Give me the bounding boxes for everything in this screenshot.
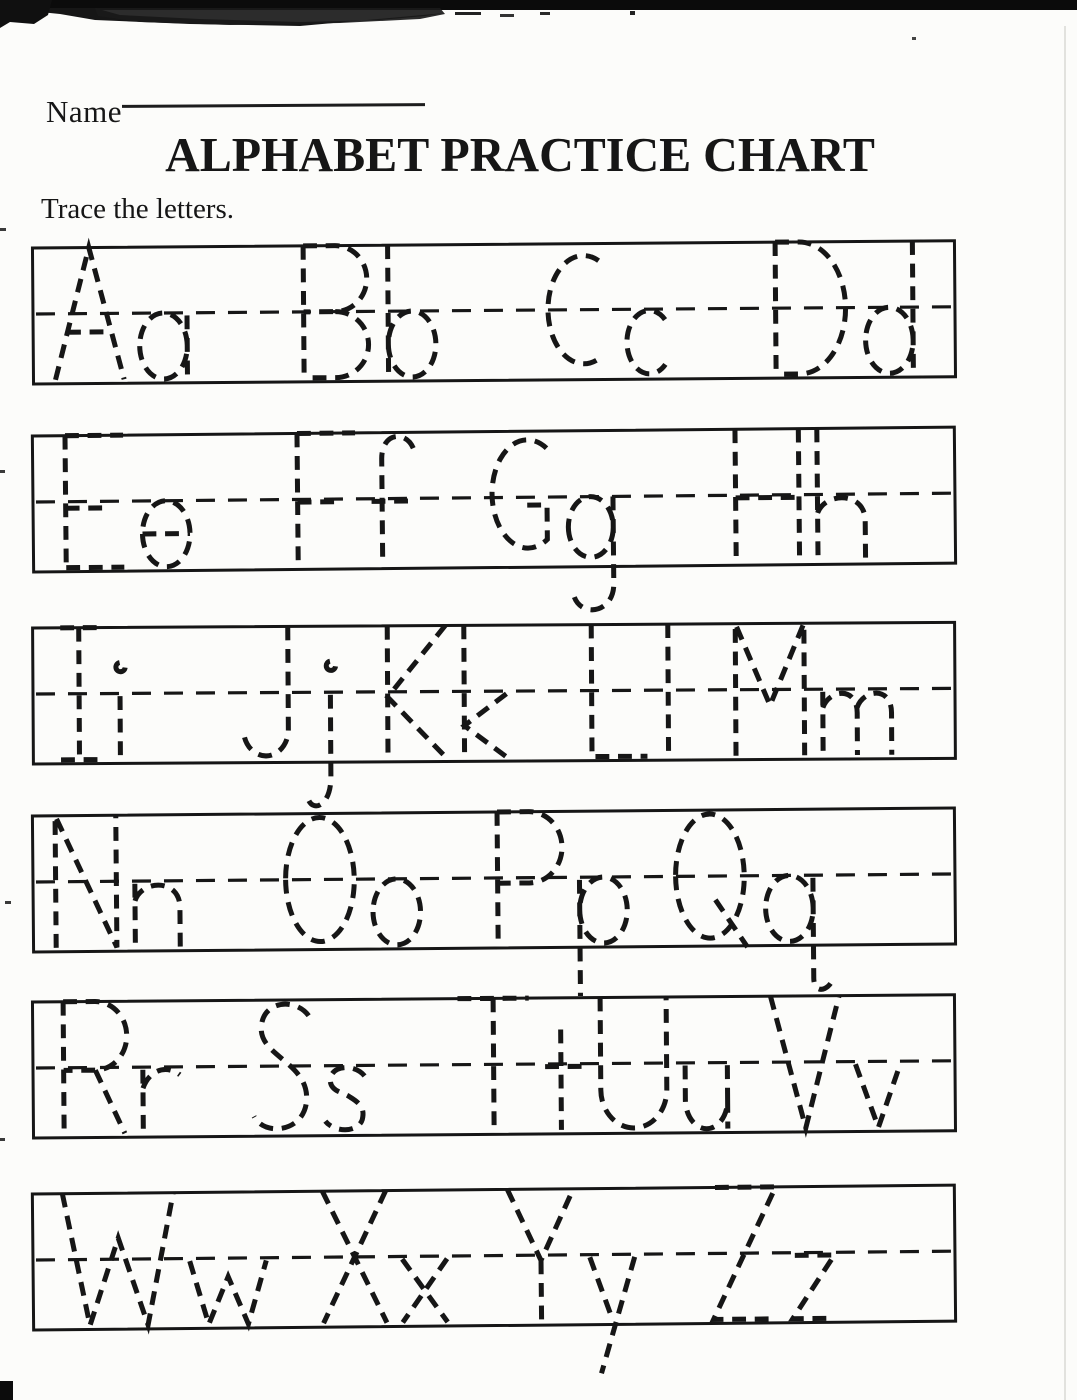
trace-row-3: [0, 626, 1020, 836]
trace-letter-i: [116, 662, 126, 759]
trace-letter-e: [142, 500, 190, 566]
trace-letter-x: [402, 1259, 447, 1323]
trace-letter-y: [590, 1257, 636, 1374]
trace-letter-c: [627, 310, 666, 374]
trace-letter-Q: [675, 814, 747, 948]
trace-letter-G: [492, 440, 548, 549]
trace-letter-m: [823, 691, 892, 755]
trace-letter-s: [325, 1067, 365, 1130]
trace-letter-p: [579, 877, 628, 996]
trace-letter-a: [139, 313, 187, 379]
trace-row-2: [0, 434, 1020, 644]
trace-letter-o: [373, 879, 421, 945]
trace-row-6: [0, 1192, 1020, 1400]
trace-letter-l: [668, 624, 669, 756]
trace-letter-n: [135, 883, 180, 947]
trace-row-4: [0, 814, 1020, 1024]
name-blank-line: [122, 103, 425, 108]
scan-tick: [0, 228, 6, 231]
trace-letter-f: [371, 436, 414, 564]
scan-paper-edge: [1064, 26, 1066, 1400]
trace-letter-t: [545, 1029, 583, 1130]
trace-letter-w: [190, 1260, 267, 1324]
scan-artifact-top: [0, 0, 1077, 60]
trace-letter-v: [855, 1064, 900, 1128]
dashed-midline: [36, 1251, 952, 1260]
trace-letter-u: [685, 1065, 728, 1129]
trace-row-5: [0, 1000, 1020, 1210]
dashed-midline: [36, 307, 952, 314]
trace-row-1: [0, 246, 1020, 456]
name-label: Name: [46, 94, 123, 129]
trace-letter-r: [143, 1069, 180, 1133]
trace-letter-g: [568, 496, 614, 610]
trace-letter-q: [765, 875, 832, 990]
name-row: [46, 94, 122, 130]
instruction-text: Trace the letters.: [41, 193, 235, 225]
trace-letter-j: [306, 661, 336, 806]
page-title: ALPHABET PRACTICE CHART: [165, 127, 875, 182]
dashed-midline: [36, 688, 952, 694]
trace-letter-z: [792, 1255, 835, 1319]
